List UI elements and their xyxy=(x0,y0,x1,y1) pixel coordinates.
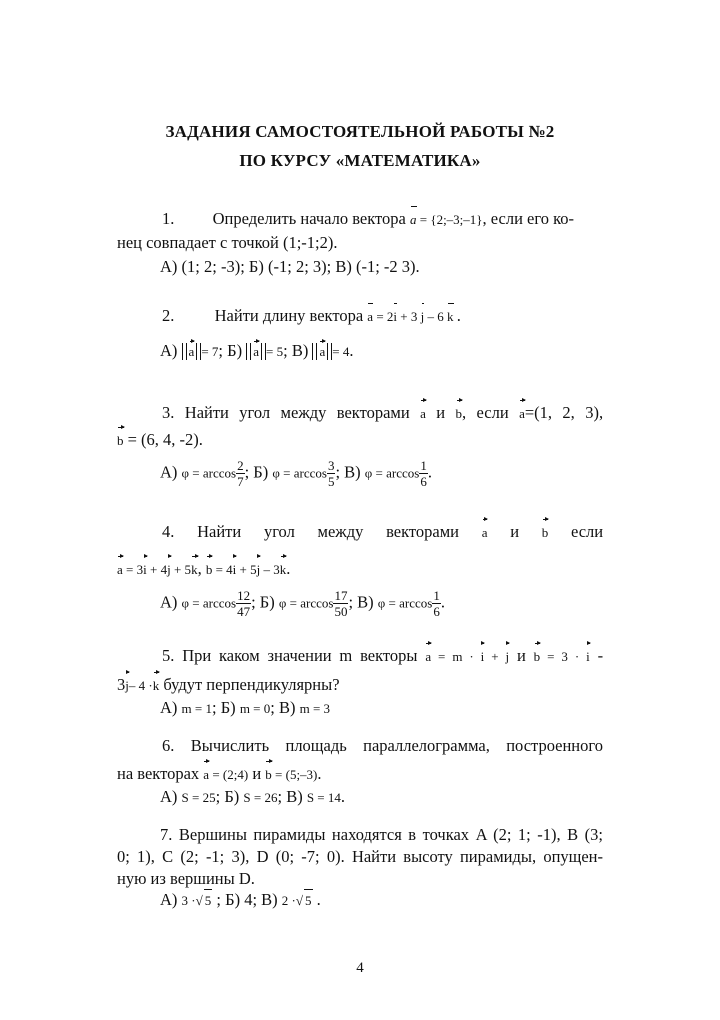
task-5-text: При каком значении m векторы xyxy=(182,646,418,665)
period: . xyxy=(286,559,291,578)
sqrt-radicand: 5 xyxy=(304,889,313,912)
word-vectors: векторами xyxy=(386,522,459,541)
phi-arccos: φ = arccos xyxy=(377,595,433,611)
fraction-17-50 xyxy=(333,588,348,619)
comma: , xyxy=(197,559,202,578)
task-7-answers: А) 3 ·√ 5 ; Б) 4; В) 2 ·√ 5 . xyxy=(160,889,646,912)
vector-a: a xyxy=(117,559,123,581)
word-angle: угол xyxy=(263,522,295,541)
magnitude-c xyxy=(312,343,332,360)
answer-c-coef: 2 · xyxy=(281,893,296,908)
unit-j: j xyxy=(257,559,261,581)
expr-part: + 5 xyxy=(239,562,257,577)
word-find: Найти xyxy=(197,522,242,541)
word-between: между xyxy=(317,522,364,541)
expr-part: = 3 · xyxy=(547,649,580,664)
vector-a: a xyxy=(367,306,373,328)
expr-eq: = 2 xyxy=(376,309,394,324)
unit-k: k xyxy=(153,675,160,697)
expr-minus: – 4 · xyxy=(128,678,153,693)
expr-plus: + xyxy=(491,649,499,664)
task-3-text: Найти угол между векторами xyxy=(184,403,410,422)
expr-minus: – 6 xyxy=(427,309,444,324)
answer-a-value: m = 1 xyxy=(181,701,212,716)
answer-a-label: А) xyxy=(160,787,178,806)
fraction-1-6 xyxy=(419,458,428,489)
task-1-line-2: нец совпадает с точкой (1;-1;2). xyxy=(117,233,338,252)
task-5-line-2 xyxy=(117,674,603,697)
vector-a: a xyxy=(253,344,260,359)
expr-part: – 3 xyxy=(263,562,280,577)
task-3-answers xyxy=(160,458,646,489)
expr-plus: + 3 xyxy=(400,309,418,324)
answer-b-label: ; Б) xyxy=(218,341,243,360)
vector-a: a xyxy=(410,209,417,231)
vector-a-value: = (2;4) xyxy=(212,767,249,782)
task-2-text: Найти длину вектора xyxy=(214,306,364,325)
vector-a: a xyxy=(519,403,525,425)
vector-a: a xyxy=(319,344,326,359)
fraction-denominator: 47 xyxy=(237,604,251,619)
task-2-number: 2. xyxy=(162,306,175,325)
unit-i: i xyxy=(143,559,147,581)
fraction-denominator: 5 xyxy=(327,474,335,489)
vector-b: b xyxy=(265,764,272,786)
vector-a: a xyxy=(188,344,195,359)
expr-part: = 3 xyxy=(126,562,144,577)
answer-c-label: ; В) xyxy=(277,787,303,806)
task-2-line-1 xyxy=(162,305,648,328)
answer-b-label: ; Б) xyxy=(215,787,240,806)
answer-a-label: А) xyxy=(160,698,178,717)
fraction-denominator: 6 xyxy=(433,604,440,619)
fraction-numerator: 3 xyxy=(327,458,335,473)
vector-a: a xyxy=(482,522,488,544)
task-6-line-1 xyxy=(117,735,603,757)
answer-c-value: m = 3 xyxy=(299,701,331,716)
task-4-answers xyxy=(160,588,646,619)
expr-part: = 4 xyxy=(215,562,233,577)
answer-b: ; Б) 4; В) xyxy=(216,890,278,909)
task-3-line-1 xyxy=(117,402,603,425)
answer-b-value: S = 26 xyxy=(243,790,278,805)
task-4-line-2 xyxy=(117,558,603,581)
fraction-denominator: 7 xyxy=(237,474,244,489)
magnitude-b xyxy=(246,343,266,360)
expr-part: 3 xyxy=(117,675,126,694)
task-5-text-end: будут перпендикулярны? xyxy=(163,675,340,694)
task-2-answers xyxy=(160,340,646,363)
task-7-line-3: ную из вершины D. xyxy=(117,869,255,888)
fraction-numerator: 1 xyxy=(420,458,427,473)
expr-part: + 4 xyxy=(150,562,168,577)
answer-c-value: = 4 xyxy=(332,344,350,359)
fraction-1-6 xyxy=(432,588,441,619)
period: . xyxy=(317,764,322,783)
task-7-line-1: 7. Вершины пирамиды находятся в точках A (2; 1; -1), B (3; xyxy=(160,825,603,844)
fraction-2-7 xyxy=(236,458,245,489)
expr-dot: . xyxy=(456,306,461,325)
sqrt-radicand: 5 xyxy=(204,889,213,912)
unit-k: k xyxy=(447,306,454,328)
answer-a-value: = 7 xyxy=(201,344,219,359)
answer-c-label: ; В) xyxy=(270,698,296,717)
vector-b: b xyxy=(456,403,463,425)
vector-b-value: = (6, 4, -2). xyxy=(127,430,203,449)
answer-end: . xyxy=(427,462,432,482)
unit-j: j xyxy=(506,646,510,668)
unit-j: j xyxy=(421,306,425,328)
task-1-text: Определить начало вектора xyxy=(212,209,406,228)
task-5-answers xyxy=(160,697,646,720)
unit-i: i xyxy=(586,646,590,668)
and-word: и xyxy=(510,522,520,541)
if-word: , если xyxy=(462,403,509,422)
magnitude-a xyxy=(182,343,202,360)
title-line-2: ПО КУРСУ «МАТЕМАТИКА» xyxy=(239,151,481,170)
answer-a-value: S = 25 xyxy=(181,790,216,805)
vector-b-value: = (5;–3) xyxy=(275,767,318,782)
answer-end: . xyxy=(340,787,346,806)
task-6-answers xyxy=(160,786,646,809)
fraction-numerator: 17 xyxy=(334,588,348,603)
answer-a-label: А) xyxy=(160,341,178,360)
task-1-line-1 xyxy=(117,208,603,231)
task-5-line-1 xyxy=(117,645,603,668)
vector-b: b xyxy=(534,646,541,668)
and-word: и xyxy=(517,646,526,665)
fraction-numerator: 2 xyxy=(237,458,244,473)
expr-part: = m · xyxy=(438,649,474,664)
phi-arccos: φ = arccos xyxy=(181,465,237,481)
vector-a: a xyxy=(425,646,431,668)
answer-a-label: А) xyxy=(160,592,178,612)
task-6-text-2: на векторах xyxy=(117,764,200,783)
unit-i: i xyxy=(481,646,485,668)
page-number: 4 xyxy=(356,960,364,976)
answer-c-label: ; В) xyxy=(283,341,309,360)
vector-b: b xyxy=(117,430,124,452)
phi-arccos: φ = arccos xyxy=(272,465,327,481)
task-1-number: 1. xyxy=(162,209,175,228)
answer-a-label: А) xyxy=(160,462,178,482)
vector-a-value: = {2;–3;–1} xyxy=(419,212,483,227)
answer-b-value: m = 0 xyxy=(239,701,271,716)
answer-b-label: ; Б) xyxy=(244,462,269,482)
task-4-line-1 xyxy=(117,521,603,544)
answer-b-label: ; Б) xyxy=(212,698,236,717)
answer-a-label: А) xyxy=(160,890,178,909)
if-word: если xyxy=(570,522,604,541)
task-7-line-2: 0; 1), C (2; -1; 3), D (0; -7; 0). Найти высоту пирамиды, опущен- xyxy=(117,847,603,866)
task-5-number: 5. xyxy=(162,646,175,665)
fraction-denominator: 6 xyxy=(420,474,427,489)
unit-j: j xyxy=(125,675,129,697)
phi-arccos: φ = arccos xyxy=(181,595,237,611)
answer-c-label: ; В) xyxy=(348,592,374,612)
answer-a-coef: 3 · xyxy=(181,893,196,908)
vector-a: a xyxy=(203,764,209,786)
unit-i: i xyxy=(233,559,237,581)
expr-dash: - xyxy=(597,646,604,665)
task-6-line-2 xyxy=(117,763,603,786)
task-4-number: 4. xyxy=(162,522,175,541)
vector-a-value: =(1, 2, 3), xyxy=(524,403,604,422)
vector-b: b xyxy=(542,522,549,544)
answer-end: . xyxy=(349,341,354,360)
answer-b-value: = 5 xyxy=(266,344,284,359)
fraction-12-47 xyxy=(236,588,251,619)
task-1-text-end: , если его ко- xyxy=(482,209,575,228)
unit-k: k xyxy=(280,559,287,581)
unit-k: k xyxy=(191,559,198,581)
fraction-numerator: 1 xyxy=(433,588,440,603)
expr-part: + 5 xyxy=(173,562,192,577)
task-6-text: Вычислить площадь параллелограмма, построенного xyxy=(190,736,603,755)
title-line-1: ЗАДАНИЯ САМОСТОЯТЕЛЬНОЙ РАБОТЫ №2 xyxy=(165,122,555,141)
task-6-number: 6. xyxy=(162,736,175,755)
and-word: и xyxy=(252,764,262,783)
phi-arccos: φ = arccos xyxy=(278,595,334,611)
answer-c-label: ; В) xyxy=(335,462,361,482)
phi-arccos: φ = arccos xyxy=(364,465,420,481)
answer-end: . xyxy=(440,592,445,612)
task-3-number: 3. xyxy=(162,403,175,422)
answer-b-label: ; Б) xyxy=(251,592,275,612)
task-1-answers: А) (1; 2; -3); Б) (-1; 2; 3); В) (-1; -2 3). xyxy=(160,257,420,276)
and-word: и xyxy=(436,403,446,422)
task-3-line-2 xyxy=(117,429,603,452)
vector-b: b xyxy=(206,559,213,581)
answer-c-value: S = 14 xyxy=(306,790,341,805)
answer-end: . xyxy=(316,890,321,909)
fraction-denominator: 50 xyxy=(334,604,348,619)
unit-j: j xyxy=(167,559,171,581)
vector-a: a xyxy=(420,403,426,425)
fraction-numerator: 12 xyxy=(237,588,251,603)
unit-i: i xyxy=(393,306,397,328)
